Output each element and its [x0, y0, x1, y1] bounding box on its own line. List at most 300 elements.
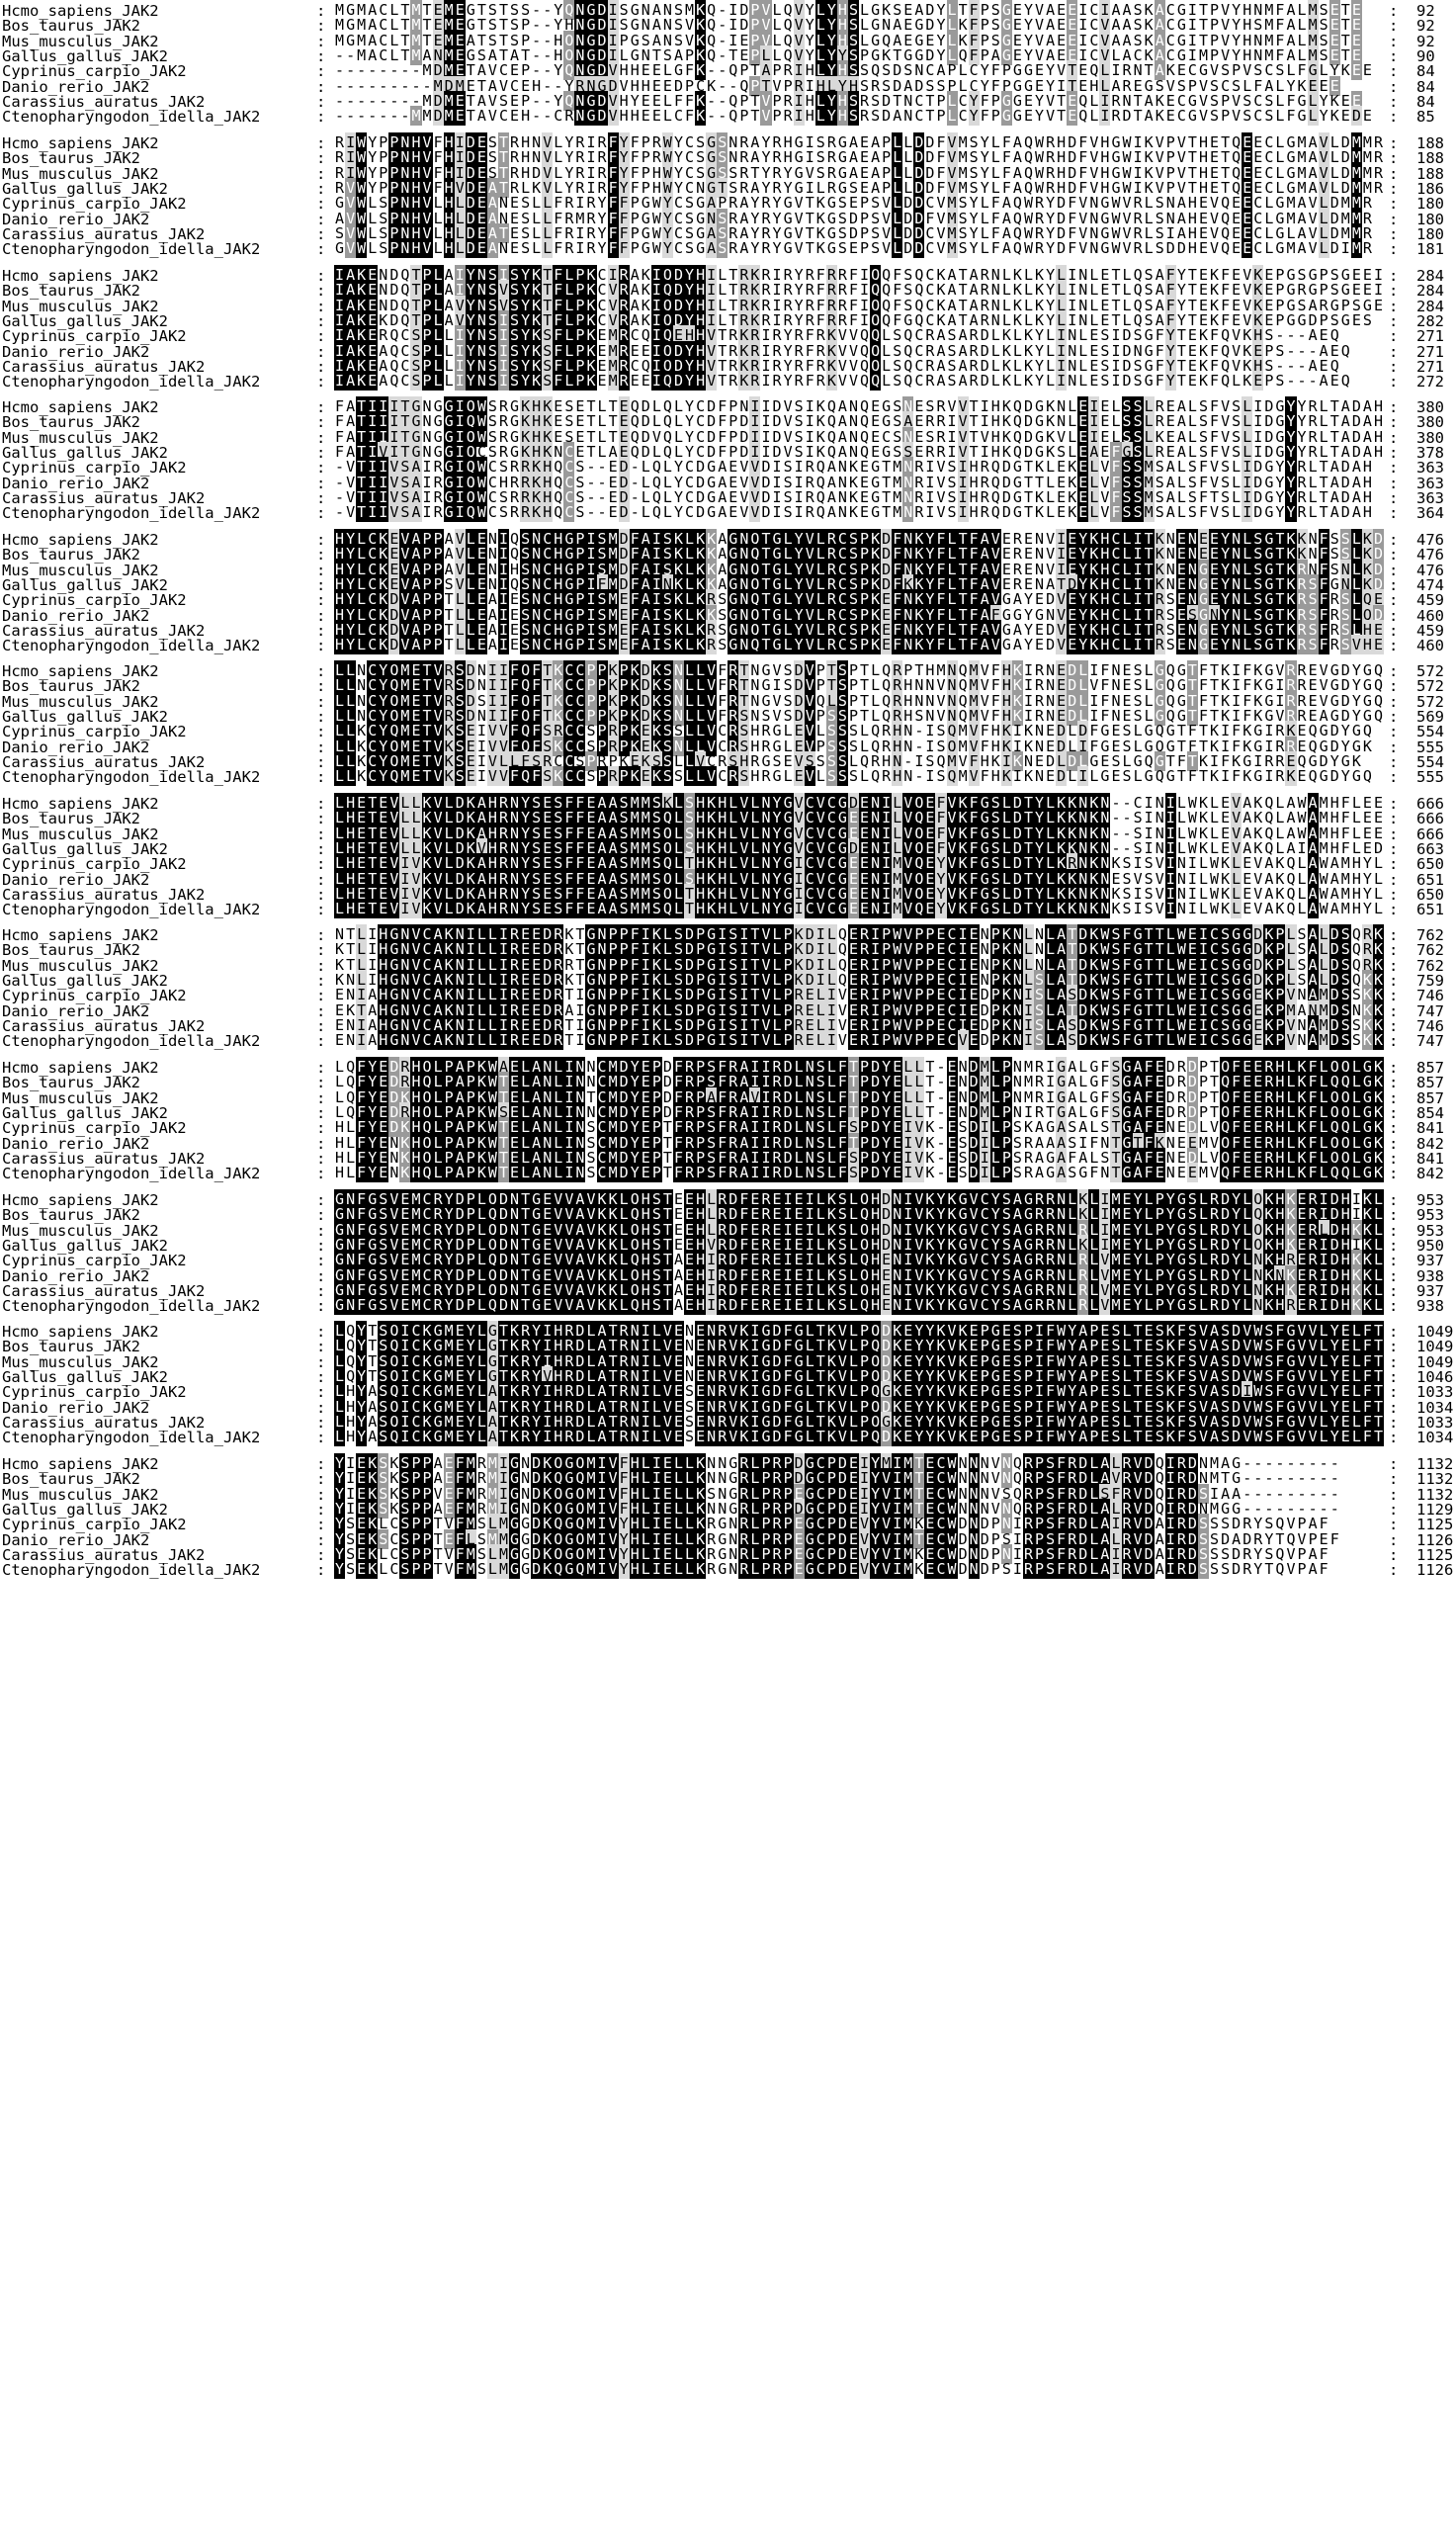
residue: L	[1068, 722, 1077, 739]
residue: E	[1198, 311, 1208, 329]
residue: R	[1046, 148, 1056, 166]
residue: P	[389, 210, 399, 227]
residue: H	[1187, 210, 1197, 227]
residue: Y	[1221, 590, 1231, 608]
residue: F	[805, 326, 814, 344]
residue: Y	[673, 179, 683, 197]
residue: D	[1253, 458, 1263, 476]
residue: K	[1232, 752, 1242, 770]
residue: Q	[882, 281, 892, 299]
residue: I	[335, 297, 345, 314]
residue: G	[510, 397, 520, 415]
residue: S	[1253, 545, 1263, 563]
residue: Q	[871, 357, 881, 375]
residue: G	[586, 46, 596, 64]
residue: I	[586, 606, 596, 624]
residue: L	[1176, 794, 1186, 812]
residue: E	[1068, 621, 1077, 639]
residue: P	[619, 738, 629, 755]
residue: L	[662, 503, 672, 521]
residue: T	[1198, 767, 1208, 785]
residue: L	[662, 458, 672, 476]
residue: N	[476, 372, 486, 390]
residue: G	[1198, 590, 1208, 608]
residue: S	[848, 179, 858, 197]
residue: Y	[379, 692, 388, 710]
residue: S	[619, 16, 629, 34]
residue: N	[1232, 606, 1242, 624]
residue: S	[1187, 474, 1197, 491]
residue: R	[783, 281, 793, 299]
residue: M	[630, 809, 640, 826]
residue: Y	[466, 311, 475, 329]
residue: M	[1286, 239, 1296, 257]
residue: H	[543, 474, 553, 491]
residue: E	[1100, 412, 1110, 430]
residue: V	[761, 92, 771, 110]
residue: R	[1297, 281, 1307, 299]
position-number: : 90	[1389, 47, 1435, 65]
residue: S	[1198, 443, 1208, 461]
residue: R	[554, 722, 563, 739]
residue: Y	[1176, 297, 1186, 314]
residue: C	[368, 692, 378, 710]
species-label: Carassius_auratus_JAK2	[2, 489, 206, 507]
residue: S	[871, 224, 881, 242]
residue: V	[815, 794, 825, 812]
residue: S	[1319, 1, 1328, 19]
residue: Y	[521, 281, 531, 299]
residue: T	[476, 1, 486, 19]
residue: K	[1089, 794, 1099, 812]
residue: K	[1012, 707, 1022, 725]
separator: :	[316, 211, 326, 228]
residue: L	[532, 239, 542, 257]
residue: G	[1275, 210, 1285, 227]
residue: R	[510, 458, 520, 476]
residue: A	[1329, 488, 1339, 506]
residue: I	[498, 661, 508, 679]
residue: S	[543, 372, 553, 390]
residue: G	[1001, 16, 1011, 34]
residue: I	[498, 606, 508, 624]
residue: I	[947, 428, 957, 446]
residue: R	[1275, 722, 1285, 739]
position-number: : 572	[1389, 662, 1444, 680]
residue: S	[1133, 397, 1143, 415]
residue: H	[1100, 561, 1110, 578]
residue: T	[750, 164, 760, 182]
residue: E	[1308, 77, 1318, 95]
residue: L	[728, 809, 738, 826]
residue: L	[815, 722, 825, 739]
residue: P	[772, 92, 782, 110]
residue: E	[860, 133, 870, 151]
residue: S	[848, 92, 858, 110]
residue: S	[662, 738, 672, 755]
residue: E	[903, 16, 913, 34]
residue: S	[903, 443, 913, 461]
residue: K	[1035, 297, 1045, 314]
residue: Q	[1133, 266, 1143, 284]
residue: V	[346, 239, 356, 257]
residue: A	[1155, 61, 1164, 79]
residue: G	[641, 239, 650, 257]
residue: D	[1329, 767, 1339, 785]
residue: I	[980, 412, 989, 430]
residue: L	[357, 530, 367, 548]
residue: P	[422, 561, 432, 578]
residue: V	[1122, 210, 1132, 227]
residue: K	[707, 809, 717, 826]
residue: W	[1023, 194, 1033, 212]
residue: K	[1023, 326, 1033, 344]
residue: A	[368, 32, 378, 49]
residue: Q	[871, 311, 881, 329]
residue: Y	[1165, 326, 1175, 344]
residue: Q	[554, 503, 563, 521]
residue: Y	[554, 61, 563, 79]
residue: S	[1100, 326, 1110, 344]
residue: P	[433, 590, 443, 608]
residue: G	[1198, 61, 1208, 79]
position-number: : 363	[1389, 489, 1444, 507]
residue: G	[1176, 707, 1186, 725]
residue: S	[1319, 16, 1328, 34]
residue: D	[466, 707, 475, 725]
residue: E	[1023, 92, 1033, 110]
residue: G	[772, 722, 782, 739]
residue: P	[903, 661, 913, 679]
residue: V	[1155, 148, 1164, 166]
residue: G	[444, 474, 454, 491]
residue: T	[1176, 342, 1186, 360]
residue: P	[608, 752, 618, 770]
residue: H	[1100, 606, 1110, 624]
residue: Y	[1286, 488, 1296, 506]
residue: L	[783, 530, 793, 548]
residue: L	[990, 372, 1000, 390]
residue: T	[761, 621, 771, 639]
residue: E	[1253, 179, 1263, 197]
residue: Q	[1221, 194, 1231, 212]
residue: S	[1057, 443, 1067, 461]
residue: C	[564, 692, 574, 710]
residue: A	[718, 575, 728, 593]
residue: P	[772, 61, 782, 79]
residue: E	[510, 590, 520, 608]
residue: L	[1144, 397, 1154, 415]
residue: K	[357, 266, 367, 284]
residue: R	[925, 342, 935, 360]
residue: W	[1035, 148, 1045, 166]
residue: N	[575, 46, 585, 64]
residue: L	[1122, 297, 1132, 314]
residue: E	[794, 722, 804, 739]
residue: K	[1221, 707, 1231, 725]
residue: S	[510, 297, 520, 314]
residue: H	[498, 474, 508, 491]
residue: E	[554, 397, 563, 415]
residue: V	[848, 372, 858, 390]
residue: A	[947, 266, 957, 284]
residue: I	[1078, 46, 1088, 64]
residue: K	[1253, 676, 1263, 694]
residue: L	[1308, 107, 1318, 125]
residue: G	[871, 458, 881, 476]
residue: D	[619, 458, 629, 476]
residue: H	[1187, 224, 1197, 242]
residue: Q	[554, 488, 563, 506]
residue: G	[1001, 1, 1011, 19]
residue: T	[1210, 488, 1220, 506]
residue: H	[1100, 179, 1110, 197]
residue: S	[510, 1, 520, 19]
residue: C	[597, 281, 607, 299]
residue: T	[1198, 738, 1208, 755]
residue: N	[487, 575, 497, 593]
residue: E	[1242, 210, 1252, 227]
residue: G	[1253, 738, 1263, 755]
residue: L	[882, 326, 892, 344]
residue: H	[335, 545, 345, 563]
residue: S	[411, 326, 421, 344]
residue: C	[487, 503, 497, 521]
residue: H	[696, 342, 706, 360]
residue: R	[1297, 606, 1307, 624]
residue: G	[882, 397, 892, 415]
residue: C	[630, 357, 640, 375]
residue: F	[1232, 738, 1242, 755]
residue: L	[554, 164, 563, 182]
residue: S	[673, 767, 683, 785]
residue: S	[379, 239, 388, 257]
residue: R	[619, 281, 629, 299]
residue: I	[794, 61, 804, 79]
residue: Y	[554, 1, 563, 19]
residue: L	[346, 722, 356, 739]
residue: R	[1286, 738, 1296, 755]
residue: Q	[958, 707, 968, 725]
residue: G	[466, 1, 475, 19]
residue: F	[608, 179, 618, 197]
residue: N	[510, 809, 520, 826]
separator: :	[316, 2, 326, 20]
residue: S	[783, 503, 793, 521]
residue: E	[476, 194, 486, 212]
residue: C	[837, 636, 847, 653]
residue: K	[630, 738, 640, 755]
residue: F	[619, 194, 629, 212]
residue: N	[379, 266, 388, 284]
residue: S	[1100, 342, 1110, 360]
residue: K	[1046, 397, 1056, 415]
residue: A	[1144, 92, 1154, 110]
residue: N	[422, 443, 432, 461]
residue: N	[1068, 372, 1077, 390]
residue: R	[980, 266, 989, 284]
residue: E	[1198, 530, 1208, 548]
residue: Q	[826, 397, 836, 415]
residue: I	[586, 636, 596, 653]
residue: L	[1089, 311, 1099, 329]
residue: S	[718, 606, 728, 624]
residue: T	[1329, 428, 1339, 446]
residue: H	[718, 809, 728, 826]
residue: N	[357, 661, 367, 679]
residue: C	[543, 606, 553, 624]
residue: L	[1297, 16, 1307, 34]
separator: :	[316, 795, 326, 813]
residue: K	[914, 561, 924, 578]
residue: P	[422, 326, 432, 344]
residue: E	[1232, 194, 1242, 212]
residue: Q	[860, 397, 870, 415]
residue: K	[379, 530, 388, 548]
residue: V	[1210, 458, 1220, 476]
residue: F	[893, 590, 902, 608]
residue: I	[1242, 458, 1252, 476]
residue: D	[914, 77, 924, 95]
residue: K	[1144, 133, 1154, 151]
residue: L	[466, 636, 475, 653]
residue: Q	[389, 692, 399, 710]
species-label: Mus_musculus_JAK2	[2, 562, 159, 579]
residue: T	[1144, 575, 1154, 593]
residue: N	[739, 561, 749, 578]
residue: I	[707, 281, 717, 299]
residue: S	[651, 794, 661, 812]
residue: L	[1133, 767, 1143, 785]
position-number: : 363	[1389, 459, 1444, 477]
residue: E	[1242, 148, 1252, 166]
residue: G	[1144, 738, 1154, 755]
residue: K	[1286, 606, 1296, 624]
residue: S	[1133, 372, 1143, 390]
residue: N	[1111, 676, 1121, 694]
residue: A	[444, 266, 454, 284]
residue: Q	[400, 311, 410, 329]
residue: E	[575, 428, 585, 446]
residue: R	[619, 372, 629, 390]
residue: L	[815, 61, 825, 79]
residue: G	[1264, 474, 1274, 491]
residue: T	[739, 692, 749, 710]
residue: R	[498, 412, 508, 430]
residue: L	[1089, 474, 1099, 491]
residue: C	[1111, 575, 1121, 593]
residue: K	[1001, 326, 1011, 344]
residue: Y	[466, 357, 475, 375]
residue: L	[1122, 545, 1132, 563]
residue: P	[980, 46, 989, 64]
residue: L	[783, 767, 793, 785]
residue: G	[980, 794, 989, 812]
residue: M	[641, 794, 650, 812]
residue: D	[1340, 179, 1350, 197]
residue: R	[914, 458, 924, 476]
residue: F	[1198, 503, 1208, 521]
residue: R	[521, 488, 531, 506]
residue: P	[1319, 311, 1328, 329]
residue: L	[444, 326, 454, 344]
residue	[1373, 238, 1384, 258]
residue: A	[980, 606, 989, 624]
species-label: Gallus_gallus_JAK2	[2, 312, 168, 330]
residue: L	[783, 561, 793, 578]
residue: D	[1068, 179, 1077, 197]
residue: E	[1089, 372, 1099, 390]
residue: K	[543, 397, 553, 415]
residue: K	[630, 676, 640, 694]
residue: H	[532, 428, 542, 446]
species-label: Danio_rerio_JAK2	[2, 475, 150, 492]
residue: G	[444, 458, 454, 476]
residue: T	[543, 692, 553, 710]
residue: L	[466, 621, 475, 639]
residue: -	[532, 92, 542, 110]
residue: Q	[1012, 412, 1022, 430]
residue: W	[651, 224, 661, 242]
residue: R	[728, 707, 738, 725]
residue: G	[1329, 692, 1339, 710]
residue: G	[1155, 707, 1164, 725]
residue: Y	[554, 92, 563, 110]
residue: H	[1253, 326, 1263, 344]
residue: S	[1253, 606, 1263, 624]
residue: L	[815, 590, 825, 608]
position-number: : 84	[1389, 78, 1435, 96]
residue: C	[914, 107, 924, 125]
residue: I	[1089, 692, 1099, 710]
residue: K	[586, 266, 596, 284]
residue: G	[783, 794, 793, 812]
residue: T	[826, 661, 836, 679]
residue: R	[761, 224, 771, 242]
residue: S	[728, 164, 738, 182]
residue: Y	[794, 575, 804, 593]
residue: I	[586, 148, 596, 166]
residue: M	[400, 752, 410, 770]
residue: E	[433, 1, 443, 19]
residue: L	[554, 133, 563, 151]
residue: R	[826, 530, 836, 548]
residue: P	[379, 133, 388, 151]
residue: V	[433, 752, 443, 770]
residue: V	[455, 575, 465, 593]
residue: C	[543, 636, 553, 653]
residue: R	[1297, 621, 1307, 639]
residue: V	[608, 311, 618, 329]
residue: E	[575, 397, 585, 415]
residue: W	[357, 194, 367, 212]
residue: L	[619, 46, 629, 64]
residue: Y	[1046, 61, 1056, 79]
residue: S	[521, 545, 531, 563]
residue: T	[357, 428, 367, 446]
residue: S	[990, 1, 1000, 19]
residue: S	[914, 707, 924, 725]
residue: E	[619, 428, 629, 446]
residue: V	[936, 692, 946, 710]
residue: I	[1264, 722, 1274, 739]
residue: I	[455, 412, 465, 430]
residue: C	[368, 661, 378, 679]
residue: A	[1046, 16, 1056, 34]
residue: T	[805, 210, 814, 227]
residue: Y	[805, 16, 814, 34]
residue: N	[673, 707, 683, 725]
